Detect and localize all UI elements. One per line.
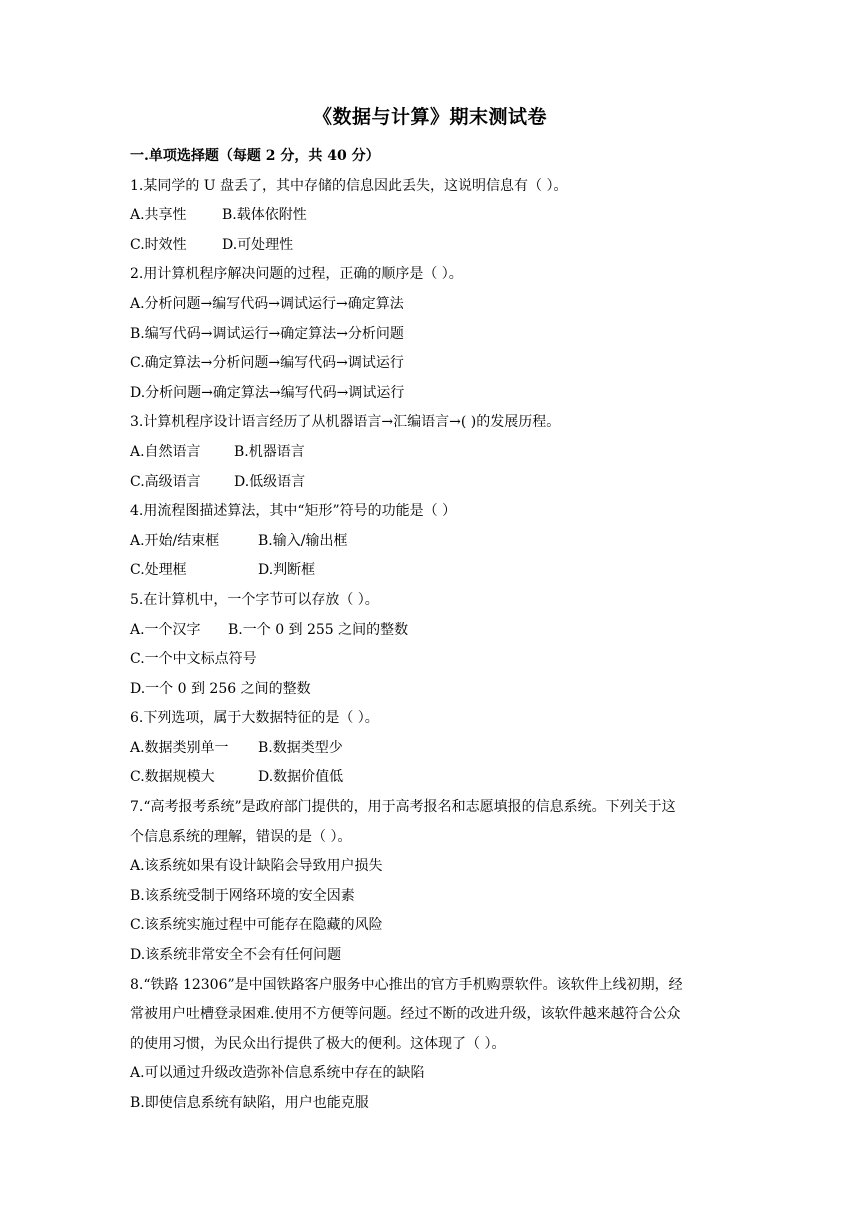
question-4-option-c: C.处理框 [130, 562, 187, 579]
question-3-option-a: A.自然语言 [130, 443, 201, 460]
question-7-option-c: C.该系统实施过程中可能存在隐藏的风险 [130, 917, 383, 934]
question-3-option-b: B.机器语言 [234, 443, 305, 460]
section-heading: 一.单项选择题（每题 2 分，共 40 分） [130, 148, 380, 164]
page-title: 《数据与计算》期末测试卷 [312, 106, 547, 128]
question-1-stem: 1.某同学的 U 盘丢了，其中存储的信息因此丢失，这说明信息有（ ）。 [130, 177, 568, 194]
question-8-stem-line-2: 常被用户吐槽登录困难.使用不方便等问题。经过不断的改进升级，该软件越来越符合公众 [130, 1006, 681, 1023]
question-2-option-d: D.分析问题→确定算法→编写代码→调试运行 [130, 384, 405, 401]
question-4-option-a: A.开始/结束框 [130, 532, 220, 549]
question-8-stem-line-1: 8.“铁路 12306”是中国铁路客户服务中心推出的官方手机购票软件。该软件上线初期，经 [130, 976, 683, 993]
question-1-option-c: C.时效性 [130, 236, 187, 253]
question-7-stem-line-1: 7.“高考报考系统”是政府部门提供的，用于高考报名和志愿填报的信息系统。下列关于这 [130, 799, 676, 816]
question-7-option-a: A.该系统如果有设计缺陷会导致用户损失 [130, 858, 383, 875]
question-3-option-d: D.低级语言 [234, 473, 306, 490]
question-3-option-c: C.高级语言 [130, 473, 201, 490]
question-2-option-c: C.确定算法→分析问题→编写代码→调试运行 [130, 355, 404, 372]
question-6-option-d: D.数据价值低 [258, 769, 344, 786]
question-3-options-row-1 [130, 438, 740, 468]
question-2-option-a: A.分析问题→编写代码→调试运行→确定算法 [130, 295, 404, 312]
question-6-options-row-1 [130, 734, 740, 764]
question-4-options-row-1 [130, 527, 740, 557]
question-3-options-row-2 [130, 468, 740, 498]
question-5-stem: 5.在计算机中，一个字节可以存放（ ）。 [130, 591, 379, 608]
question-4-options-row-2 [130, 556, 740, 586]
question-2-stem: 2.用计算机程序解决问题的过程，正确的顺序是（ ）。 [130, 266, 463, 283]
question-2-option-b: B.编写代码→调试运行→确定算法→分析问题 [130, 325, 404, 342]
question-5-option-b: B.一个 0 到 255 之间的整数 [228, 621, 409, 638]
question-7-option-d: D.该系统非常安全不会有任何问题 [130, 947, 342, 964]
question-5-option-d: D.一个 0 到 256 之间的整数 [130, 680, 311, 697]
question-4-option-d: D.判断框 [258, 562, 316, 579]
question-1-options-row-2 [130, 231, 740, 261]
question-6-option-b: B.数据类型少 [258, 739, 343, 756]
question-1-option-b: B.载体依附性 [222, 207, 307, 224]
question-3-stem: 3.计算机程序设计语言经历了从机器语言→汇编语言→( )的发展历程。 [130, 414, 561, 431]
exam-content [130, 142, 740, 1119]
question-6-option-a: A.数据类别单一 [130, 739, 229, 756]
question-6-options-row-2 [130, 763, 740, 793]
question-6-stem: 6.下列选项，属于大数据特征的是（ ）。 [130, 710, 379, 727]
question-7-stem-line-2: 个信息系统的理解，错误的是（ ）。 [130, 828, 352, 845]
question-5-options-row-1 [130, 616, 740, 646]
question-1-options-row-1 [130, 201, 740, 231]
question-5-option-a: A.一个汉字 [130, 621, 201, 638]
question-8-stem-line-3: 的使用习惯，为民众出行提供了极大的便利。这体现了（ ）。 [130, 1035, 506, 1052]
question-4-option-b: B.输入/输出框 [258, 532, 348, 549]
question-5-option-c: C.一个中文标点符号 [130, 651, 257, 668]
question-1-option-a: A.共享性 [130, 207, 187, 224]
question-8-option-a: A.可以通过升级改造弥补信息系统中存在的缺陷 [130, 1065, 425, 1082]
question-7-option-b: B.该系统受制于网络环境的安全因素 [130, 887, 355, 904]
question-8-option-b: B.即使信息系统有缺陷，用户也能克服 [130, 1095, 369, 1111]
question-1-option-d: D.可处理性 [222, 236, 294, 253]
question-4-stem: 4.用流程图描述算法，其中“矩形”符号的功能是（ ） [130, 503, 457, 520]
question-6-option-c: C.数据规模大 [130, 769, 215, 786]
